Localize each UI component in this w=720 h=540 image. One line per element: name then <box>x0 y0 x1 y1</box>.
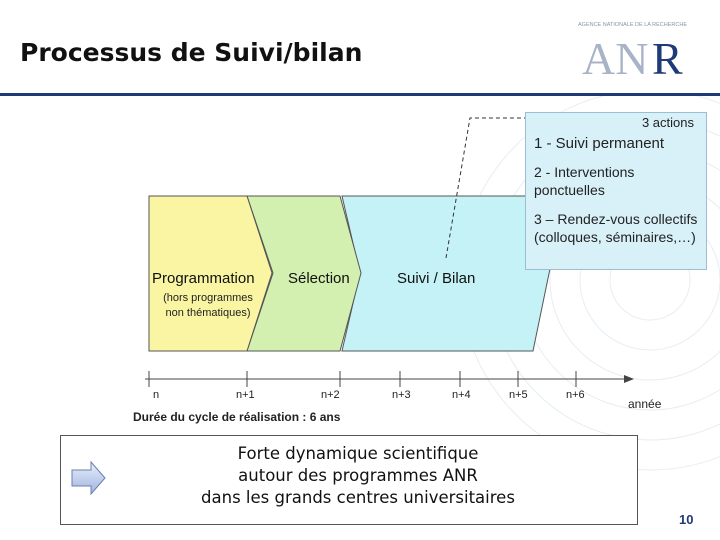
callout-header: 3 actions <box>641 115 694 130</box>
message-box <box>60 435 638 525</box>
page-number: 10 <box>679 512 694 527</box>
phase-label-suivi: Suivi / Bilan <box>397 270 476 287</box>
tick-label: n+5 <box>509 389 528 401</box>
message-line: Forte dynamique scientifique <box>237 444 479 463</box>
right-arrow-icon <box>71 460 107 496</box>
action-item: 1 - Suivi permanent <box>534 135 665 152</box>
axis-arrowhead <box>624 375 634 383</box>
tick-label: n+1 <box>236 389 255 401</box>
message-line: autour des programmes ANR <box>238 466 478 485</box>
phase-sublabel-programmation: (hors programmes non thématiques) <box>163 292 253 319</box>
tick-label: n+4 <box>452 389 471 401</box>
tick-label: n+2 <box>321 389 340 401</box>
cycle-duration-note: Durée du cycle de réalisation : 6 ans <box>133 410 341 424</box>
phase-label-selection: Sélection <box>288 270 350 287</box>
action-item: 3 – Rendez-vous collectifs (colloques, séminaires,…) <box>534 211 698 245</box>
svg-text:R: R <box>652 33 683 80</box>
message-text <box>143 443 573 509</box>
actions-callout <box>525 112 707 270</box>
page-title: Processus de Suivi/bilan <box>20 38 363 67</box>
message-line: dans les grands centres universitaires <box>201 488 515 507</box>
phase-label-programmation: Programmation <box>152 270 255 287</box>
svg-text:AGENCE NATIONALE DE LA RECHERC: AGENCE NATIONALE DE LA RECHERCHE <box>578 22 688 28</box>
timeline-axis <box>145 371 634 387</box>
axis-label: année <box>628 397 662 411</box>
tick-label: n <box>153 389 160 401</box>
svg-text:AN: AN <box>582 33 649 80</box>
anr-logo <box>574 16 710 80</box>
action-item: 2 - Interventions ponctuelles <box>534 164 635 198</box>
tick-label: n+6 <box>566 389 585 401</box>
tick-label: n+3 <box>392 389 411 401</box>
